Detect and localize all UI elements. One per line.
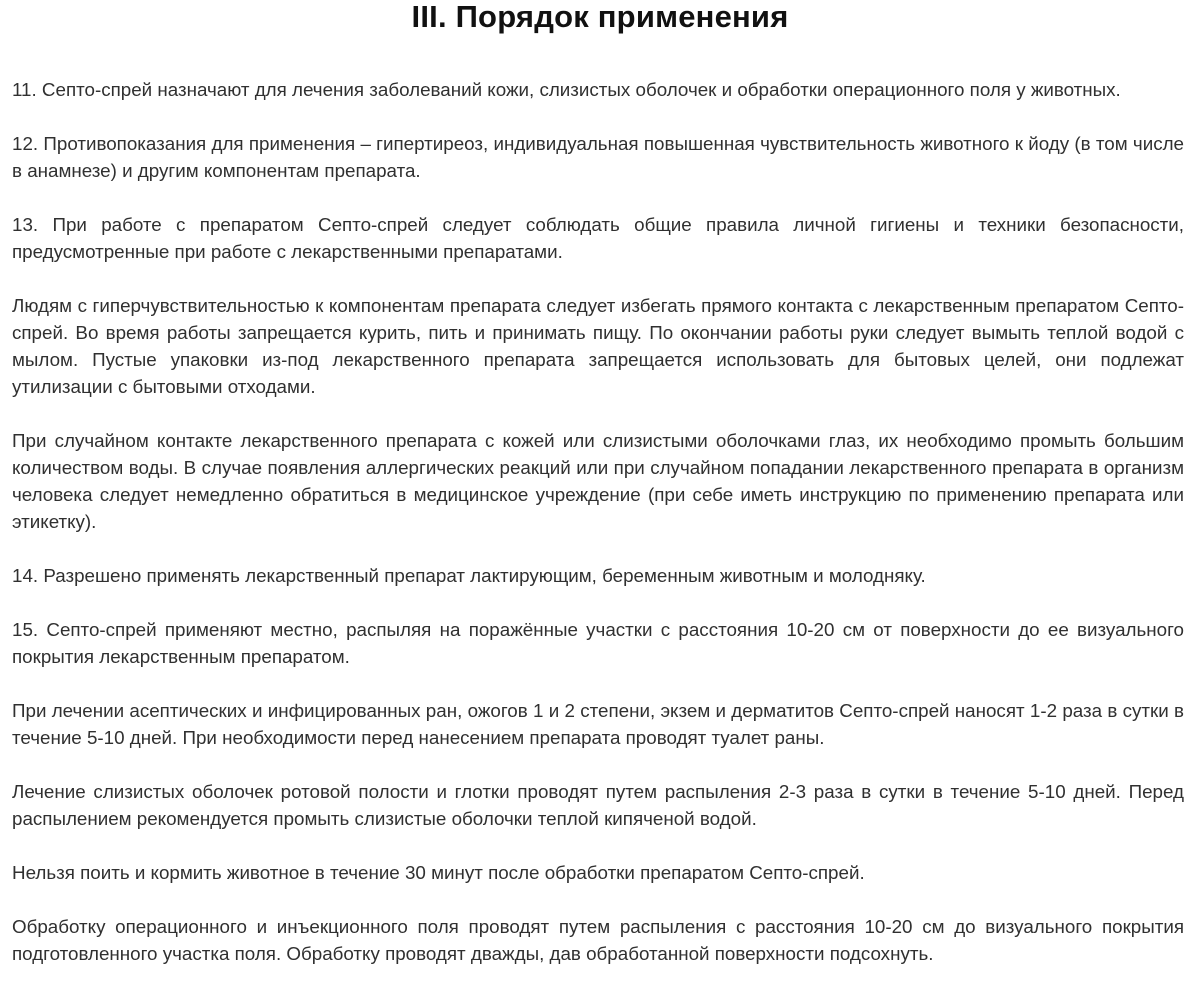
instructions-body <box>12 76 1184 967</box>
paragraph-wound-treatment: При лечении асептических и инфицированных ран, ожогов 1 и 2 степени, экзем и дерматитов Септо-спрей наносят 1-2 раза в сутки в течение 5-10 дней. При необходимости перед нанесением препарата проводят туалет раны. <box>12 700 1184 748</box>
paragraph-item-12: 12. Противопоказания для применения – гипертиреоз, индивидуальная повышенная чувствительность животного к йоду (в том числе в анамнезе) и другим компонентам препарата. <box>12 133 1184 181</box>
paragraph-precautions: Людям с гиперчувствительностью к компонентам препарата следует избегать прямого контакта с лекарственным препаратом Септо-спрей. Во время работы запрещается курить, пить и принимать пищу. По окончании работы руки следует вымыть теплой водой с мылом. Пустые упаковки из-под лекарственного препарата запрещается использовать для бытовых целей, они подлежат утилизации с бытовыми отходами. <box>12 295 1184 397</box>
section-title: III. Порядок применения <box>411 0 789 34</box>
paragraph-accidental-contact: При случайном контакте лекарственного препарата с кожей или слизистыми оболочками глаз, их необходимо промыть большим количеством воды. В случае появления аллергических реакций или при случайном попадании лекарственного препарата в организм человека следует немедленно обратиться в медицинское учреждение (при себе иметь инструкцию по применению препарата или этикетку). <box>12 430 1184 532</box>
paragraph-feeding-restriction: Нельзя поить и кормить животное в течение 30 минут после обработки препаратом Септо-спрей. <box>12 862 865 883</box>
paragraph-item-15: 15. Септо-спрей применяют местно, распыляя на поражённые участки с расстояния 10-20 см от поверхности до ее визуального покрытия лекарственным препаратом. <box>12 619 1184 667</box>
paragraph-mucosa-treatment: Лечение слизистых оболочек ротовой полости и глотки проводят путем распыления 2-3 раза в сутки в течение 5-10 дней. Перед распылением рекомендуется промыть слизистые оболочки теплой кипяченой водой. <box>12 781 1184 829</box>
paragraph-operative-field: Обработку операционного и инъекционного поля проводят путем распыления с расстояния 10-20 см до визуального покрытия подготовленного участка поля. Обработку проводят дважды, дав обработанной поверхности подсохнуть. <box>12 916 1184 964</box>
paragraph-item-11: 11. Септо-спрей назначают для лечения заболеваний кожи, слизистых оболочек и обработки операционного поля у животных. <box>12 79 1121 100</box>
paragraph-item-13: 13. При работе с препаратом Септо-спрей следует соблюдать общие правила личной гигиены и техники безопасности, предусмотренные при работе с лекарственными препаратами. <box>12 214 1184 262</box>
paragraph-item-14: 14. Разрешено применять лекарственный препарат лактирующим, беременным животным и молодняку. <box>12 565 926 586</box>
